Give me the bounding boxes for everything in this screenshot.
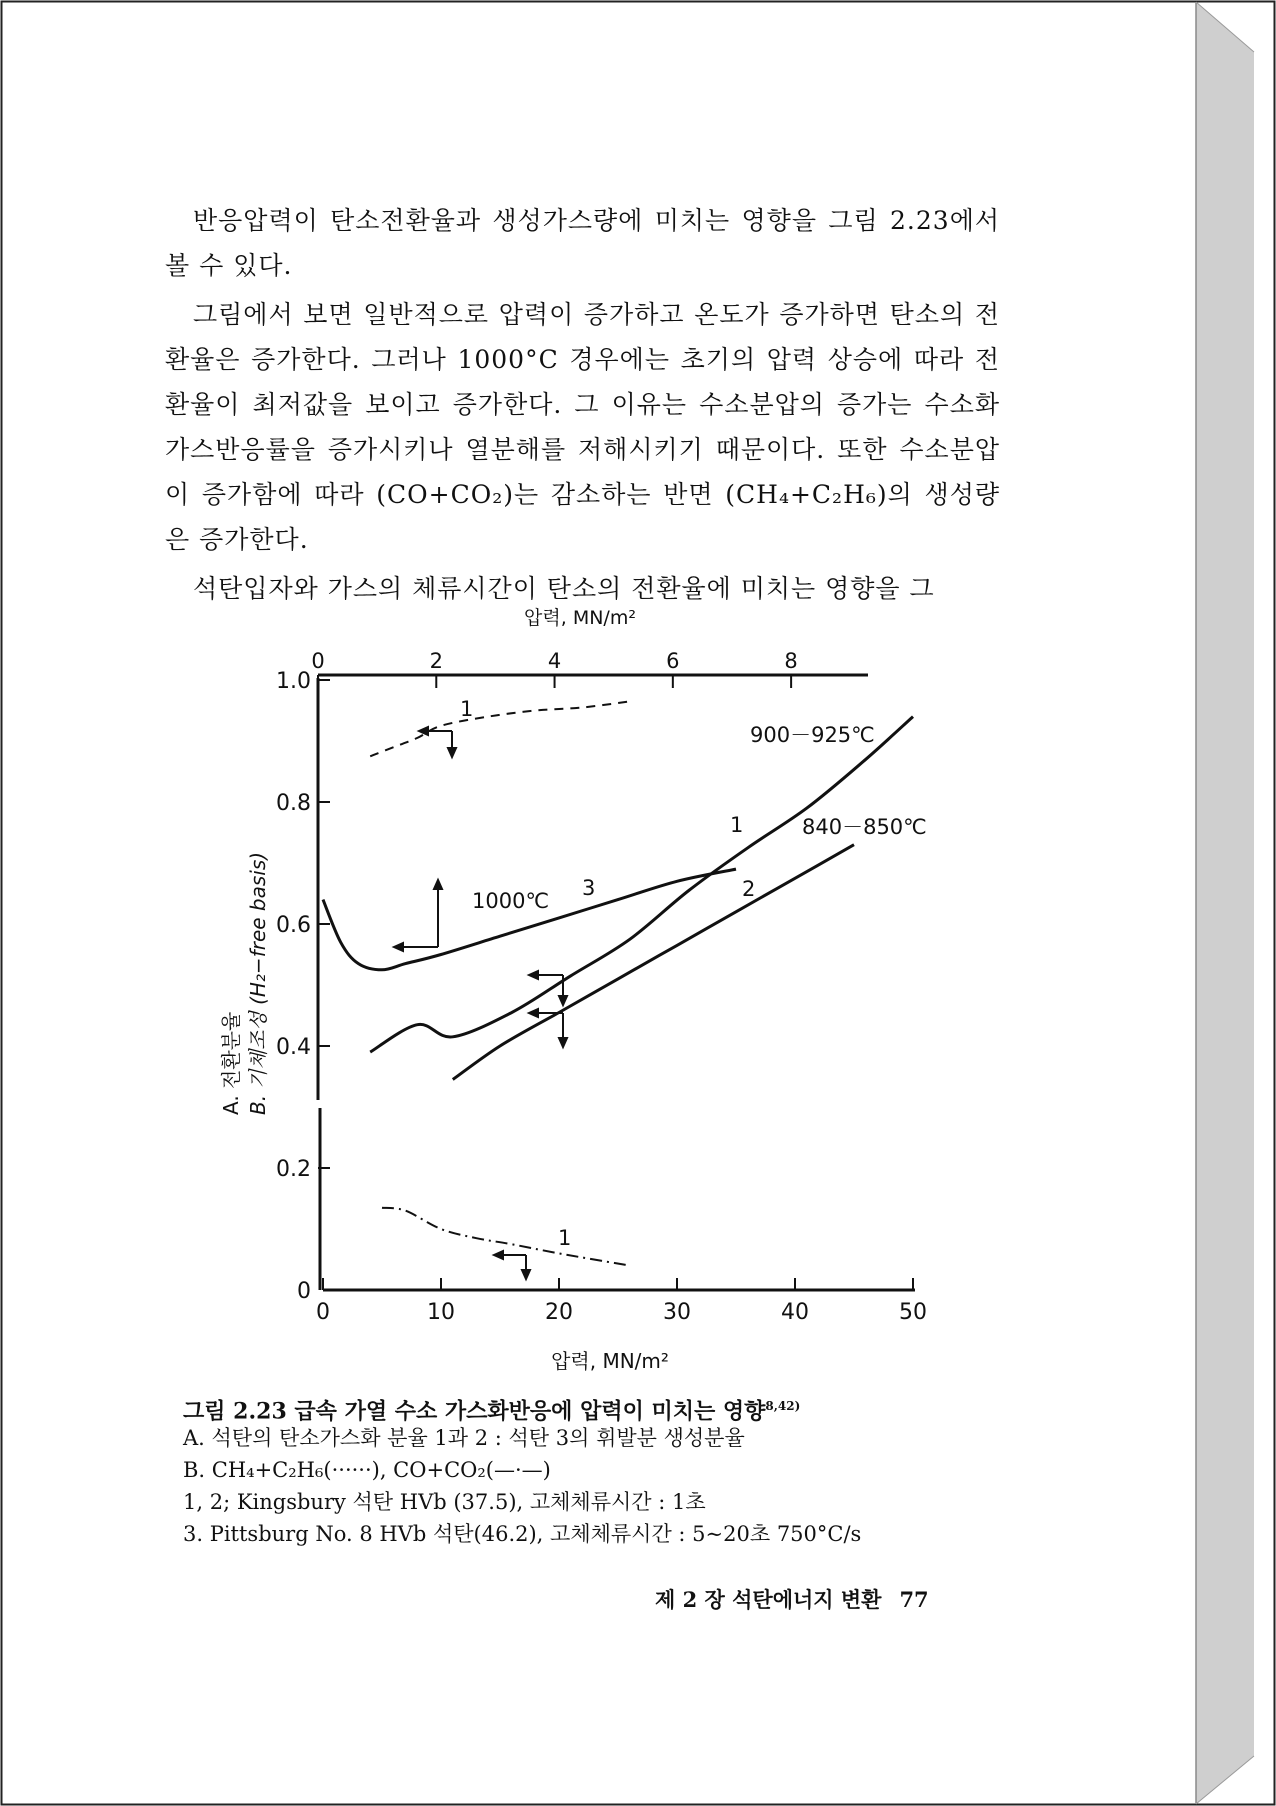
y-axis-tick-label: 0.6: [276, 913, 311, 938]
caption-title: 그림 2.23 급속 가열 수소 가스화반응에 압력이 미치는 영향: [183, 1398, 766, 1425]
annotation-1000c: 1000℃: [472, 889, 550, 913]
x-axis-tick-label: 0: [316, 1300, 330, 1325]
label-series-2: 2: [742, 877, 756, 901]
label-series-1: 1: [730, 813, 744, 837]
annotation-840-850: 840－850℃: [802, 815, 927, 839]
series-line-solid: [323, 869, 736, 970]
caption-line-a: A. 석탄의 탄소가스화 분율 1과 2 : 석탄 3의 휘발분 생성분율: [183, 1426, 745, 1450]
x-axis-tick-label: 10: [427, 1300, 455, 1325]
series-line-dashdot: [382, 1208, 630, 1266]
direction-arrows: [394, 727, 567, 1279]
top-axis: [311, 649, 868, 688]
top-axis-label: 압력, MN/m²: [524, 607, 636, 629]
y-axis: [276, 669, 330, 1304]
y-axis-tick-label: 0.2: [276, 1157, 311, 1182]
series-line-solid: [453, 845, 854, 1080]
page-footer: [655, 1584, 929, 1614]
caption-line-b: B. CH₄+C₂H₆(······), CO+CO₂(—·—): [183, 1458, 551, 1482]
paragraph-intro: 반응압력이 탄소전환율과 생성가스량에 미치는 영향을 그림 2.23에서 볼 수 있다.: [165, 206, 1000, 280]
label-ch4-curve: 1: [460, 697, 474, 721]
series-line-solid: [370, 717, 913, 1053]
caption-line-2: 3. Pittsburg No. 8 HVb 석탄(46.2), 고체체류시간 : 5∼20초 750°C/s: [183, 1522, 862, 1546]
page-number: 77: [899, 1587, 929, 1612]
bottom-axis-label: 압력, MN/m²: [551, 1349, 669, 1373]
label-series-3: 3: [582, 876, 596, 900]
pressure-conversion-chart: [219, 607, 927, 1373]
series-line-dashed: [370, 701, 630, 756]
x-axis-tick-label: 20: [545, 1300, 573, 1325]
x-axis-tick-label: 30: [663, 1300, 691, 1325]
caption-reference: 8,42): [765, 1399, 801, 1413]
arrow-marker-co: [494, 1251, 530, 1279]
y-axis-tick-label: 0.8: [276, 791, 311, 816]
data-series: [323, 701, 913, 1265]
top-axis-tick-label: 0: [311, 649, 325, 673]
body-text: [165, 198, 1000, 611]
label-co-curve: 1: [558, 1226, 572, 1250]
top-axis-tick-label: 4: [547, 649, 562, 673]
arrow-marker-series-2: [529, 1009, 567, 1047]
arrow-marker-ch4: [419, 727, 456, 757]
y-axis-tick-label: 1.0: [276, 669, 311, 694]
figure-caption: [183, 1390, 983, 1550]
caption-title-line: [183, 1390, 983, 1425]
top-axis-tick-label: 6: [666, 649, 680, 673]
y-axis-label-b: B. 기체조성 (H₂−free basis): [246, 851, 270, 1115]
x-axis-tick-label: 40: [781, 1300, 809, 1325]
chapter-title: 제 2 장 석탄에너지 변환: [655, 1587, 882, 1612]
arrow-marker-1000c: [394, 880, 442, 951]
x-axis-tick-label: 50: [899, 1300, 927, 1325]
paragraph-analysis: 그림에서 보면 일반적으로 압력이 증가하고 온도가 증가하면 탄소의 전환율은 증가한다. 그러나 1000°C 경우에는 초기의 압력 상승에 따라 전환율이 최저값을 보이고 증가한다. 그 이유는 수소분압의 증가는 수소화 가스반응률을 증가시키나 열분해를 저해시키기 때문이다. 또한 수소분압이 증가함에 따라 (CO+CO₂)는 감소하는 반면 (CH₄+C₂H₆)의 생성량은 증가한다.: [165, 300, 1000, 554]
top-axis-tick-label: 2: [429, 649, 443, 673]
annotation-900-925: 900－925℃: [750, 723, 875, 747]
y-axis-label-a: A. 전환분율: [219, 1011, 243, 1115]
top-axis-tick-label: 8: [784, 649, 798, 673]
book-edge: [1196, 2, 1254, 1804]
y-axis-tick-label: 0.4: [276, 1035, 311, 1060]
paragraph-residence-time: 석탄입자와 가스의 체류시간이 탄소의 전환율에 미치는 영향을 그: [193, 574, 935, 603]
y-axis-tick-label: 0: [297, 1279, 311, 1304]
caption-line-1: 1, 2; Kingsbury 석탄 HVb (37.5), 고체체류시간 : 1초: [183, 1490, 706, 1514]
bottom-axis: [316, 1278, 927, 1325]
